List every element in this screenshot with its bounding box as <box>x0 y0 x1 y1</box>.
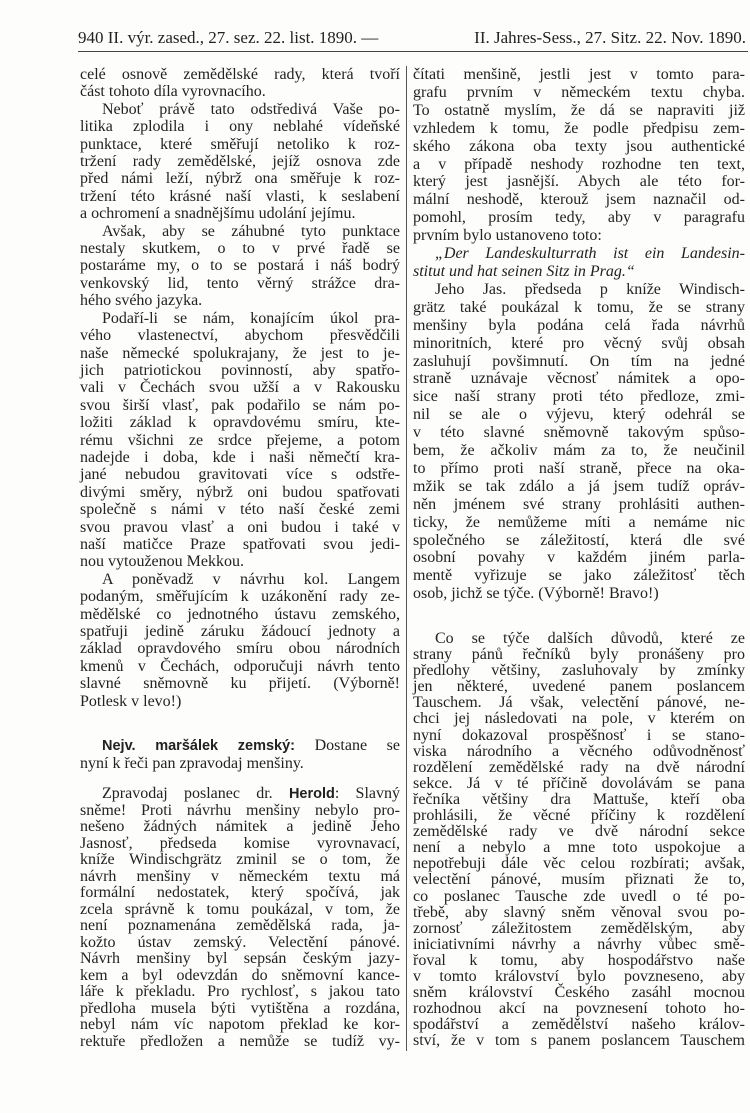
text-line: který jest jasnější. Abych ale této for- <box>413 173 745 191</box>
text-line: tržení rady zemědělské, jejíž osnova zde <box>80 153 400 171</box>
text-line: ticky, že nemůžeme míti a nemáme nic <box>413 513 745 531</box>
text-line: před námi leží, nýbrž ona směřuje k roz- <box>80 170 400 188</box>
text-line: To ostatně myslím, že dá se napraviti již <box>413 101 745 119</box>
text-line: a v případě neshody rozhodne ten text, <box>413 155 745 173</box>
paragraph <box>80 737 400 773</box>
line-text: : Slavný <box>334 785 401 802</box>
text-line: svou širší vlasť, pak podařilo se nám po- <box>80 396 400 414</box>
text-line: vzhledem k tomu, že podle předpisu zem- <box>413 119 745 137</box>
text-line: řoval k tomu, aby hospodářstvo naše <box>413 951 745 969</box>
text-line: ložiti základ k opravdovému smíru, kte- <box>80 414 400 432</box>
text-line: Jeho Jas. předseda p kníže Windisch- <box>435 280 745 298</box>
text-line: co poslanec Tausche zde uvedl o té po- <box>413 887 745 905</box>
right-column-block <box>413 66 745 603</box>
text-line: a ochromení a snadnějšímu udolání jejímu. <box>80 205 356 223</box>
text-line: nil se ale o výjevu, který odehrál se <box>413 406 745 424</box>
text-line: minoritních, které pro věcný svůj obsah <box>413 334 745 352</box>
left-column-block <box>80 786 400 1050</box>
right-column-block <box>413 631 745 1049</box>
paragraph <box>413 631 745 1049</box>
paragraph <box>80 101 400 223</box>
text-line: stitut und hat seinen Sitz in Prag.“ <box>413 262 635 280</box>
paragraph <box>413 66 745 245</box>
text-line: čítati menšině, jestli jest v tomto para- <box>413 66 745 83</box>
text-line: grafu prvním v německém textu chyba. <box>413 83 745 101</box>
text-line: litika zplodila i ony neblahé vídeňské <box>80 118 400 136</box>
text-line: třebě, aby slavný sněm věnoval svou po- <box>413 903 745 921</box>
text-line: rozdělení zemědělské rady na dvě národní <box>413 758 745 776</box>
text-line: A poněvadž v návrhu kol. Langem <box>102 570 400 588</box>
paragraph <box>80 223 400 310</box>
text-line: Jasnosť, předseda komise vyrovnavací, <box>80 834 400 852</box>
text-line: bem, že ačkoliv mám za to, že neučinil <box>413 442 745 460</box>
text-line: rému všichni ze srdce přejeme, a potom <box>80 431 400 449</box>
text-line <box>80 786 400 803</box>
text-line: Návrh menšiny byl sepsán českým jazy- <box>80 950 400 967</box>
text-line: předlohy většiny, zasluhovaly by zmínky <box>413 662 745 680</box>
text-line: spodářství a zemědělství našeho králov- <box>413 1016 745 1034</box>
text-line: mální neshodě, kterouž jsem naznačil od- <box>413 191 745 209</box>
text-line: zcela správně k tomu poukázal, v tom, že <box>80 900 400 918</box>
text-line: kmenů v Čechách, odporučuji návrh tento <box>80 657 400 675</box>
text-line: Neboť právě tato odstředivá Vaše po- <box>102 100 400 118</box>
paragraph <box>80 571 400 710</box>
text-line: zemědělské rady ve dvě národní sekce <box>413 823 745 841</box>
text-line: postaráme my, o to se postará i náš bodrý <box>80 257 400 275</box>
text-line: nepotřebuji dále věc celou rozbírati; avšak, <box>413 855 745 873</box>
paragraph <box>80 786 400 1050</box>
text-line: svou pravou vlasť a oni budou i také v <box>80 518 400 536</box>
text-line: naše německé spolukrajany, že jest to je- <box>80 344 400 362</box>
text-line: formální nedostatek, který spočívá, jak <box>80 884 400 901</box>
left-column-block <box>80 66 400 710</box>
text-line: mědělské co jednotného ústavu zemského, <box>80 605 400 623</box>
text-line: kníže Windischgrätz zminil se o tom, že <box>80 851 400 868</box>
text-line: společně s námi v této naší české zemi <box>80 501 400 519</box>
text-line: v tomto království bylo povzneseno, aby <box>413 967 745 985</box>
text-line: Co se týče dalších důvodů, které ze <box>435 630 745 647</box>
text-line: venkovský lid, tento věrný strážce dra- <box>80 274 400 292</box>
text-line: kožto ústav zemský. Velectění pánové. <box>80 933 400 951</box>
line-text: Dostane se <box>295 737 400 754</box>
text-line: nyní dokazoval prospěšnosť i se stano- <box>413 726 745 744</box>
text-line: rozhodnou akcí na povznesení tohoto ho- <box>413 1000 745 1018</box>
paragraph <box>80 66 400 101</box>
text-line: Potlesk v levo!) <box>80 692 182 710</box>
text-line: celé osnově zemědělské rady, která tvoří <box>80 66 400 83</box>
text-line: jané nebudou gravitovati více s odstře- <box>80 466 400 484</box>
text-line: podaným, směřujícím k uzákonění rady ze- <box>80 588 400 606</box>
text-line: nešeno žádných námitek a jedině Jeho <box>80 818 400 835</box>
header-german: II. Jahres-Sess., 27. Sitz. 22. Nov. 1890. <box>474 28 746 47</box>
text-line: ského zákona oba texty jsou authentické <box>413 137 745 155</box>
text-line: pomohl, prosím tedy, aby v paragrafu <box>413 209 745 227</box>
text-line: část tohoto díla vyrovnacího. <box>80 83 266 101</box>
text-line: chci jej následovati na pole, v kterém on <box>413 710 745 728</box>
text-line: prohlásili, že věcné příčiny k rozdělení <box>413 807 745 825</box>
header-rule <box>78 51 748 52</box>
text-line: nebyl nám víc napotom překlad ke kor- <box>80 1016 400 1033</box>
text-line: sekce. Já v té příčině dovolávám se pana <box>413 774 745 792</box>
text-line: sněm království Českého zasáhl mocnou <box>413 984 745 1002</box>
line-text: Zpravodaj poslanec dr. <box>102 785 289 802</box>
text-line: punktace, které směřují netoliko k roz- <box>80 135 400 153</box>
text-line: něn jménem své strany prohlásiti authen- <box>413 495 745 513</box>
paragraph <box>80 310 400 571</box>
text-line: nyní k řeči pan zpravodaj menšiny. <box>80 755 304 773</box>
text-line: návrh menšiny v německém textu má <box>80 867 400 885</box>
text-line: spatřuji jedině záruku žádoucí jednoty a <box>80 623 400 640</box>
text-line: slavné sněmovně ku přijetí. (Výborně! <box>80 675 400 693</box>
text-line: tržení této krásné naší vlasti, k seslabení <box>80 187 400 205</box>
text-line: jich patriotickou povinností, aby spatřo- <box>80 361 400 379</box>
text-line: divými směry, nýbrž oni budou spatřovati <box>80 483 400 501</box>
text-line: není poznamenána zemědělská rada, ja- <box>80 917 400 934</box>
text-line <box>80 737 400 755</box>
text-line: straně uznávaje věcnosť námitek a opo- <box>413 370 745 388</box>
header-czech: 940 II. výr. zased., 27. sez. 22. list. 1890. — <box>78 28 379 47</box>
text-line: Podaří-li se nám, konajícím úkol pra- <box>102 309 400 327</box>
german-quotation <box>413 245 745 281</box>
text-line: předloha musela býti vytištěna a rozdána, <box>80 999 400 1017</box>
column-divider <box>406 66 407 1051</box>
text-line: zornosť záležitostem zemědělským, aby <box>413 919 745 937</box>
text-line: osob, jichž se týče. (Výborně! Bravo!) <box>413 585 659 603</box>
text-line: společného se záležitostí, která dle své <box>413 531 745 549</box>
text-line: kem a byl odevzdán do sněmovní kance- <box>80 966 400 984</box>
text-line: základ opravdového smíru obou národních <box>80 640 400 658</box>
text-line: „Der Landeskulturrath ist ein Landesin- <box>435 245 745 263</box>
text-line: Avšak, aby se záhubné tyto punktace <box>102 222 400 240</box>
text-line: jen některé, uvedené panem poslancem <box>413 678 745 696</box>
text-line: mžik se tak zdálo a já jsem tudíž opráv- <box>413 477 745 495</box>
text-line: vali v Čechách svou užší a v Rakousku <box>80 379 400 397</box>
text-line: grätz také poukázal k tomu, že se strany <box>413 298 745 316</box>
text-line: Tauschem. Já však, velectění pánové, ne- <box>413 694 745 712</box>
text-line: naší matičce Praze spatřovati svou jedi- <box>80 535 400 553</box>
text-line: není a nebylo a mne toto uspokojue a <box>413 839 745 857</box>
text-line: strany pánů řečníků byly pronášeny pro <box>413 646 745 664</box>
left-column-block <box>80 737 400 773</box>
text-line: rektuře předložen a nemůže se tudíž vy- <box>80 1032 400 1050</box>
text-line: zasluhují povšimnutí. On tím na jedné <box>413 352 745 370</box>
text-line: mentě vyřizuje se jako záležitosť těch <box>413 567 745 585</box>
text-line: osobní povahy v každém jiném parla- <box>413 549 745 567</box>
text-line: velectění pánové, musím přiznati že to, <box>413 871 745 889</box>
running-header <box>78 28 746 48</box>
text-line: to přímo proti naší straně, přece na oka- <box>413 459 745 477</box>
paragraph <box>413 281 745 603</box>
text-line: iniciativními návrhy a návrhy vůbec smě- <box>413 935 745 953</box>
text-line: nestaly skutkem, o to v prvé řadě se <box>80 240 400 258</box>
text-line: sněme! Proti návrhu menšiny nebylo pro- <box>80 801 400 819</box>
text-line: vého vlastenectví, abychom přesvědčili <box>80 327 400 345</box>
text-line: sice naší strany proti této předloze, zmi- <box>413 388 745 406</box>
text-line: v této slavné sněmovně takovým spůso- <box>413 424 745 442</box>
text-line: ství, že v tom s panem poslancem Tauschem <box>413 1032 745 1050</box>
text-line: menšiny byla podána celá řada návrhů <box>413 316 745 334</box>
text-line: nou vytouženou Mekkou. <box>80 553 244 571</box>
speaker-name: Herold <box>288 786 335 802</box>
text-line: prvním bylo ustanoveno toto: <box>413 227 602 245</box>
speaker-name: Nejv. maršálek zemský: <box>102 738 295 754</box>
text-line: láře k překladu. Pro rychlosť, s jakou tato <box>80 983 400 1000</box>
text-line: řečníka většiny dra Mattuše, kteří oba <box>413 790 745 808</box>
text-line: nadejde i doba, kde i naši němečtí kra- <box>80 448 400 466</box>
text-line: viska národního a věcného odůvodněnosť <box>413 742 745 760</box>
text-line: hého svého jazyka. <box>80 292 203 310</box>
